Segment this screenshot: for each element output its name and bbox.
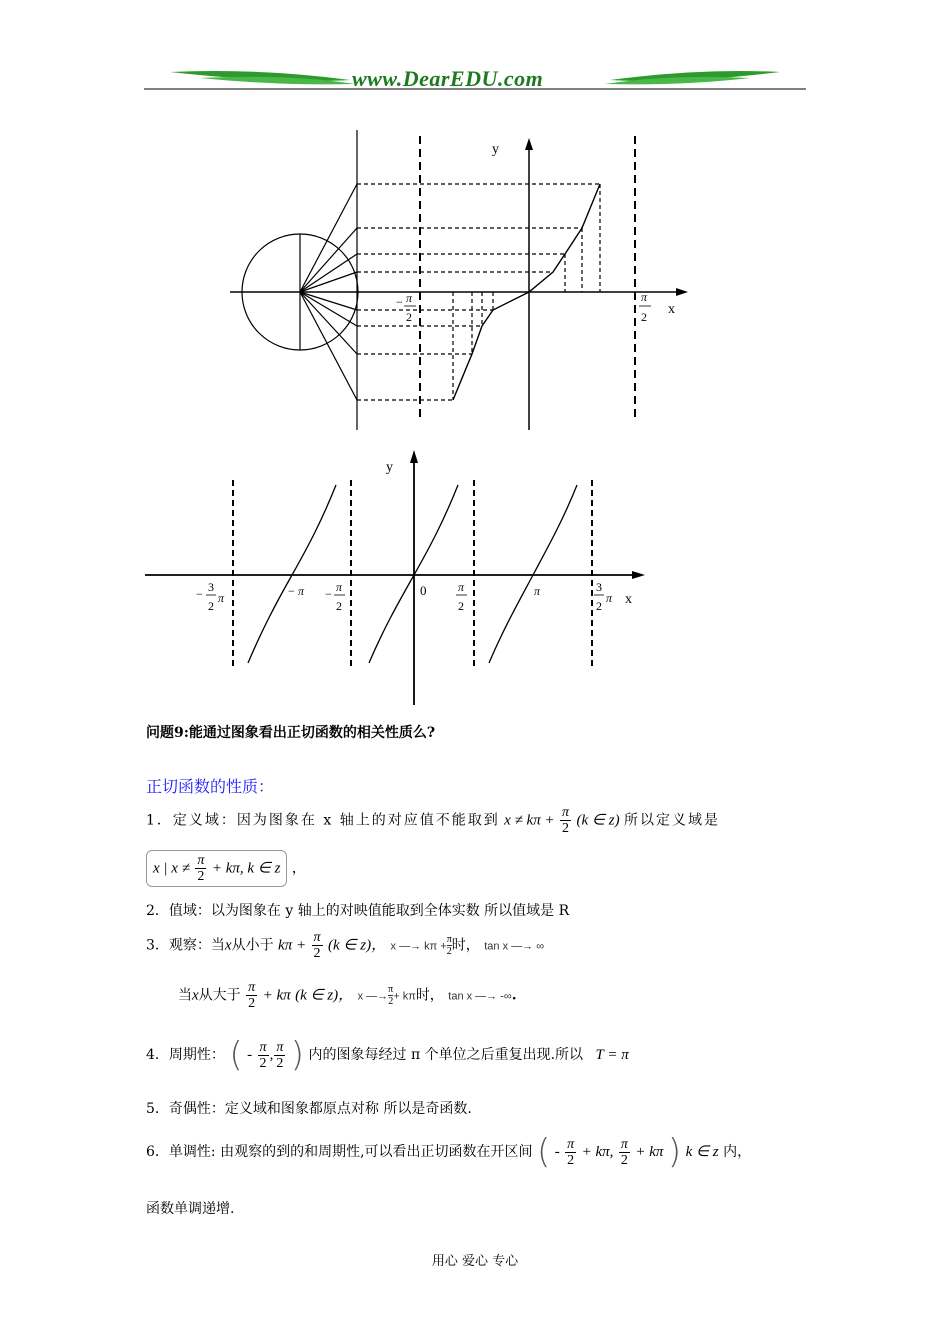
branch-1	[248, 485, 336, 663]
svg-text:π: π	[336, 580, 343, 594]
asymptotes	[233, 480, 592, 667]
svg-text:2: 2	[641, 310, 647, 324]
svg-text:π: π	[406, 291, 413, 305]
item-domain: 1．定义域：因为图象在 x 轴上的对应值不能取到 x ≠ kπ + $\frac{\pi}{2}$ (k ∈ z) 所以定义域是	[146, 805, 721, 836]
svg-text:π: π	[458, 580, 465, 594]
figure-unit-circle-construction	[220, 120, 700, 435]
tick-neg-pi	[288, 584, 305, 598]
svg-text:2: 2	[336, 599, 342, 613]
item-parity: 5．奇偶性：定义域和图象都原点对称 所以是奇函数.	[146, 1101, 472, 1117]
svg-text:π: π	[298, 584, 305, 598]
tick-pi	[534, 584, 541, 598]
svg-text:2: 2	[208, 599, 214, 613]
x-axis-label: x	[625, 592, 632, 607]
item-observation-1: 3．观察：当x从小于 kπ + $\frac{\pi}{2}$ (k ∈ z)， x —→ kπ + $\frac{\pi}{2}$ 时， tan x —→ ∞	[146, 930, 545, 961]
y-axis-arrow	[410, 450, 418, 463]
x-axis-arrow	[676, 288, 688, 296]
origin-label: 0	[420, 583, 427, 598]
tick-three-half-pi	[594, 580, 613, 613]
x-axis-arrow	[632, 571, 645, 579]
item-observation-2: 当x从大于 $\frac{\pi}{2}$ + kπ (k ∈ z)， x —→ $\frac{\pi}{2}$ + kπ时， tan x —→ -∞.	[178, 980, 517, 1011]
tick-neg-half-pi	[396, 291, 416, 324]
svg-text:π: π	[641, 290, 648, 304]
y-axis-label: y	[386, 460, 393, 475]
svg-text:π: π	[606, 591, 613, 605]
page-footer: 用心 爱心 专心	[431, 1254, 519, 1269]
item-monotonicity: 6．单调性: 由观察的到的和周期性,可以看出正切函数在开区间 ( - $\frac{\pi}{2}$ + kπ, $\frac{\pi}{2}$ + kπ ) k ∈ z 内，	[146, 1132, 752, 1172]
svg-text:3: 3	[596, 580, 602, 594]
item-periodicity: 4．周期性： ( - $\frac{\pi}{2}$ , $\frac{\pi}{2}$ ) 内的图象每经过 π 个单位之后重复出现.所以 T = π	[146, 1035, 629, 1075]
tangent-branches	[248, 485, 577, 663]
svg-text:−: −	[196, 587, 203, 601]
svg-text:2: 2	[406, 310, 412, 324]
svg-text:π: π	[218, 591, 225, 605]
svg-text:2: 2	[458, 599, 464, 613]
svg-text:3: 3	[208, 580, 214, 594]
tick-neg-half-pi	[325, 580, 345, 613]
tick-pos-half-pi	[639, 290, 651, 324]
question-heading: 问题9:能通过图象看出正切函数的相关性质么?	[146, 725, 436, 741]
domain-set-braces: x | x ≠ $\frac{\pi}{2}$ + kπ, k ∈ z	[146, 850, 287, 887]
svg-text:−: −	[396, 295, 403, 309]
svg-text:2: 2	[596, 599, 602, 613]
svg-text:−: −	[288, 584, 295, 598]
svg-text:π: π	[534, 584, 541, 598]
y-axis-label: y	[492, 142, 499, 157]
section-title: 正切函数的性质：	[146, 777, 275, 796]
y-axis-arrow	[525, 138, 533, 150]
frac-pi-over-2: $\frac{\pi}{2}$	[562, 805, 570, 836]
figure-tangent-graph	[140, 445, 650, 710]
tick-half-pi	[456, 580, 467, 613]
item-range: 2．值域：以为图象在 y 轴上的对映值能取到全体实数 所以值域是 R	[146, 903, 570, 919]
item-domain-set: x | x ≠ $\frac{\pi}{2}$ + kπ, k ∈ z ，	[146, 850, 306, 887]
tick-neg-three-half-pi	[196, 580, 225, 613]
item-monotonicity-cont: 函数单调递增.	[146, 1201, 235, 1217]
site-logo-text: www.DearEDU.com	[352, 66, 544, 91]
svg-text:−: −	[325, 587, 332, 601]
x-axis-label: x	[668, 302, 675, 317]
branch-3	[489, 485, 577, 663]
